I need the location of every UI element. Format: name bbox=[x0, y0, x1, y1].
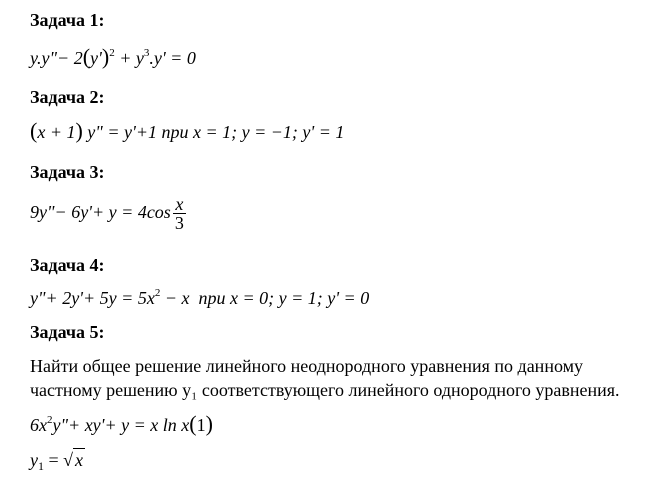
task2-word: при bbox=[161, 122, 189, 142]
task5-eq-part-a: 6x bbox=[30, 415, 47, 435]
task5-equation: $6x^2y"+ xy'+ y = x$ ln x(1) bbox=[30, 411, 213, 436]
task1-eq-part-c: + y bbox=[119, 48, 144, 68]
task5-eq-part-b: y"+ xy'+ y = x ln x bbox=[52, 415, 190, 435]
sqrt-icon: √ x bbox=[63, 450, 84, 470]
task5-arg: 1 bbox=[196, 415, 206, 435]
task5-solution bbox=[30, 448, 85, 471]
task1-exp2: 2 bbox=[109, 47, 115, 59]
task1-heading: Задача 1: bbox=[30, 10, 105, 30]
task3-equation bbox=[30, 192, 188, 232]
task1-eq-part-b: y' bbox=[90, 48, 102, 68]
task3-eq-part-a: 9y"− 6y'+ y = 4cos bbox=[30, 202, 171, 222]
task3-heading: Задача 3: bbox=[30, 162, 105, 182]
task2-eq-part-c: x = 1; y = −1; y' = 1 bbox=[192, 122, 345, 142]
task3-fraction bbox=[173, 195, 186, 232]
task5-sol-sub: 1 bbox=[38, 459, 44, 473]
task4-eq-part-c: x = 0; y = 1; y' = 0 bbox=[229, 288, 370, 308]
task2-equation: (x + 1) y" = y'+1 при x = 1; y = −1; y' = 1 bbox=[30, 118, 345, 143]
task2-heading: Задача 2: bbox=[30, 87, 105, 107]
task5-text: Найти общее решение линейного неоднородного уравнения по данному частному решению y₁ соответствующего линейного однородного уравнения. bbox=[30, 356, 620, 400]
task2-eq-part-b: y" = y'+1 bbox=[87, 122, 157, 142]
task4-equation bbox=[30, 287, 369, 309]
task5-sol-radicand: x bbox=[75, 450, 84, 470]
task4-eq-part-b: − x bbox=[164, 288, 190, 308]
task4-eq-part-a: y"+ 2y'+ 5y = 5x bbox=[30, 288, 155, 308]
task2-eq-part-a: x + 1 bbox=[37, 122, 76, 142]
task3-numerator: x bbox=[175, 194, 184, 215]
task1-eq-part-a: y.y"− 2 bbox=[30, 48, 83, 68]
task5-exp: 2 bbox=[47, 414, 53, 426]
task1-eq-part-d: .y' = 0 bbox=[149, 48, 196, 68]
task5-sol-y: y bbox=[30, 450, 38, 470]
task3-denominator: 3 bbox=[174, 213, 184, 234]
task4-exp: 2 bbox=[154, 287, 161, 299]
task1-exp3: 3 bbox=[143, 47, 150, 59]
task1-equation: y.y"− $2(y')^2 + y^3.y' = 0$ bbox=[30, 44, 196, 69]
task4-word: при bbox=[198, 288, 226, 308]
task5-sol-eq: = bbox=[48, 450, 59, 470]
task4-heading: Задача 4: bbox=[30, 255, 105, 275]
task5-heading: Задача 5: bbox=[30, 322, 105, 342]
